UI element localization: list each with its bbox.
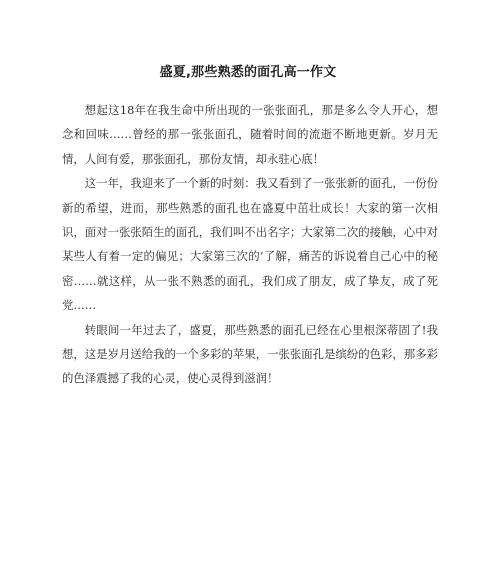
document-body: [62, 98, 438, 391]
paragraph-2: 这一年，我迎来了一个新的时刻：我又看到了一张张新的面孔，一份份新的希望，进而，那些熟悉的面孔也在盛夏中茁壮成长！大家的第一次相识，面对一张张陌生的面孔，我们叫不出名字；大家第二次的接触，心中对某些人有着一定的偏见；大家第三次的’了解，痛苦的诉说着自己心中的秘密……就这样，从一张不熟悉的面孔，我们成了朋友，成了挚友，成了死党……: [62, 176, 438, 313]
document-title: 盛夏,那些熟悉的面孔高一作文: [159, 65, 337, 80]
paragraph-3: 转眼间一年过去了，盛夏，那些熟悉的面孔已经在心里根深蒂固了!我想，这是岁月送给我的一个多彩的苹果，一张张面孔是缤纷的色彩，那多彩的色泽震撼了我的心灵，使心灵得到滋润！: [62, 322, 438, 386]
paragraph-1: 想起这18年在我生命中所出现的一张张面孔，那是多么令人开心，想念和回味……曾经的那一张张面孔，随着时间的流逝不断地更新。岁月无情，人间有爱，那张面孔，那份友情，却永驻心底！: [62, 103, 438, 166]
